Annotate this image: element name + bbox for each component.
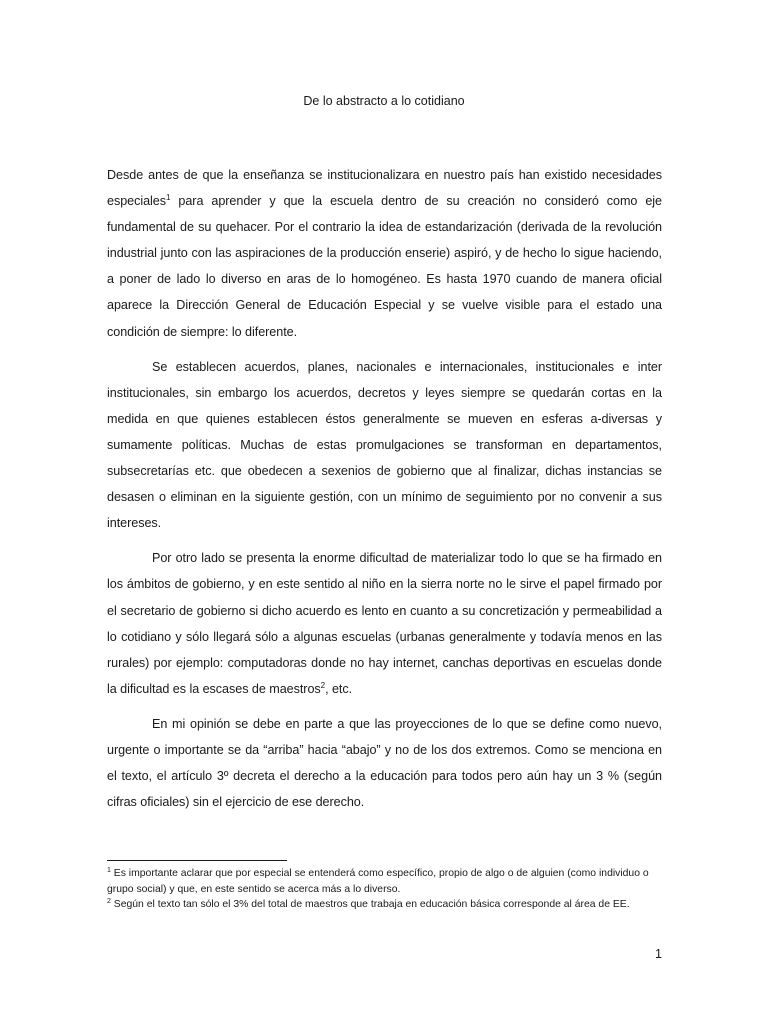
- footnote-separator: [107, 860, 287, 861]
- paragraph-3-text-a: Por otro lado se presenta la enorme dificultad de materializar todo lo que se ha firmado en los ámbitos de gobierno, y en este sentido al niño en la sierra norte no le sirve el papel firmado por el secretario de gobierno si dicho acuerdo es lento en cuanto a su concretización y permeabilidad a lo cotidiano y sólo llegará sólo a algunas escuelas (urbanas generalmente y todavía menos en las rurales) por ejemplo: computadoras donde no hay internet, canchas deportivas en escuelas donde la dificultad es la escases de maestros: [107, 551, 662, 696]
- footnote-ref-2[interactable]: 2: [320, 680, 326, 690]
- paragraph-4: En mi opinión se debe en parte a que las proyecciones de lo que se define como nuevo, urgente o importante se da “arriba” hacia “abajo” y no de los dos extremos. Como se menciona en el texto, el artículo 3º decreta el derecho a la educación para todos pero aún hay un 3 % (según cifras oficiales) sin el ejercicio de ese derecho.: [107, 716, 662, 810]
- footnote-2: [107, 897, 662, 913]
- document-title: De lo abstracto a lo cotidiano: [303, 94, 465, 108]
- paragraph-1: [107, 162, 662, 345]
- page-number: 1: [655, 947, 662, 961]
- footnote-1-number: 1: [107, 867, 111, 874]
- paragraph-3: [107, 545, 662, 702]
- document-body: [107, 162, 662, 824]
- paragraph-2: Se establecen acuerdos, planes, nacionales e internacionales, institucionales e inter institucionales, sin embargo los acuerdos, decretos y leyes siempre se quedarán cortas en la medida en que quienes establecen éstos generalmente se mueven en esferas a-diversas y sumamente políticas. Muchas de estas promulgaciones se transforman en departamentos, subsecretarías etc. que obedecen a sexenios de gobierno que al finalizar, dichas instancias se desasen o eliminan en la siguiente gestión, con un mínimo de seguimiento por no convenir a sus intereses.: [107, 359, 662, 531]
- footnote-ref-1[interactable]: 1: [166, 193, 171, 203]
- footnote-1-text: Es importante aclarar que por especial se entenderá como específico, propio de algo o de alguien (como individuo o grupo social) y que, en este sentido se acerca más a lo diverso.: [107, 868, 649, 895]
- footnotes: [107, 866, 662, 913]
- footnote-1: [107, 866, 662, 897]
- paragraph-1-text-b: para aprender y que la escuela dentro de su creación no consideró como eje fundamental de su quehacer. Por el contrario la idea de estandarización (derivada de la revolución industrial junto con las aspiraciones de la producción enserie) aspiró, y de hecho lo sigue haciendo, a poner de lado lo diverso en aras de lo homogéneo. Es hasta 1970 cuando de manera oficial aparece la Dirección General de Educación Especial y se vuelve visible para el estado una condición de siempre: lo diferente.: [107, 194, 662, 339]
- footnote-2-number: 2: [107, 898, 111, 906]
- paragraph-3-text-b: , etc.: [325, 681, 353, 696]
- paragraph-1-text-a: Desde antes de que la enseñanza se institucionalizara en nuestro país han existido necesidades especiales: [107, 168, 662, 209]
- footnote-2-text: Según el texto tan sólo el 3% del total de maestros que trabaja en educación básica corresponde al área de EE.: [110, 899, 630, 911]
